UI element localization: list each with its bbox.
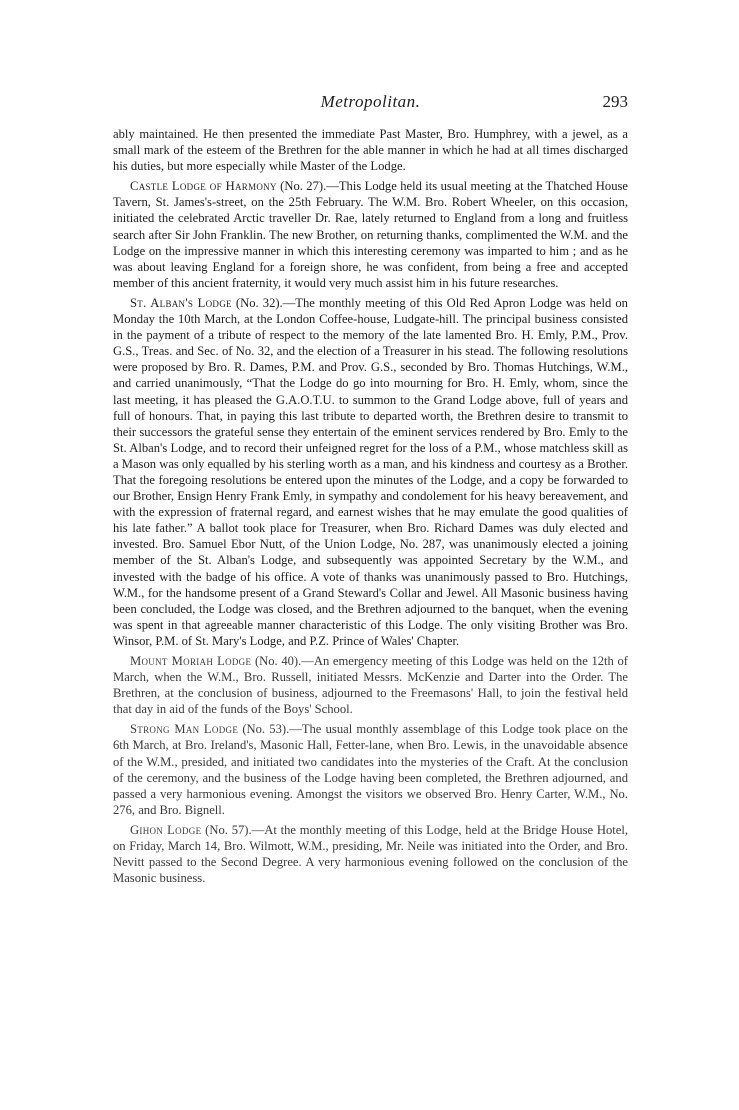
paragraph-st-albans-lodge <box>113 295 628 649</box>
page-number: 293 <box>602 92 628 111</box>
paragraph-text: (No. 27).—This Lodge held its usual meeting at the Thatched House Tavern, St. James's-street, on the 25th February. The W.M. Bro. Robert Wheeler, on this occasion, initiated the celebrated Arctic traveller Dr. Rae, lately returned to England from a long and fruitless search after Sir John Franklin. The new Brother, on returning thanks, complimented the W.M. and the Lodge on the impressive manner in which this interesting ceremony was imparted to him ; and as he was about leaving England for a foreign shore, he was confident, from being a free and accepted member of this ancient fraternity, it would very much assist him in his future researches. <box>113 179 628 290</box>
paragraph-gihon-lodge <box>113 822 628 886</box>
lodge-name: Strong Man Lodge <box>130 722 239 737</box>
lodge-name: Castle Lodge of Harmony <box>130 179 277 194</box>
lodge-name: Gihon Lodge <box>130 822 202 837</box>
paragraph-text: (No. 40).—An emergency meeting of this Lodge was held on the 12th of March, when the W.M., Bro. Russell, initiated Messrs. McKenzie and Darter into the Order. The Brethren, at the conclusion of business, adjourned to the Freemasons' Hall, to join the festival held that day in aid of the funds of the Boys' School. <box>113 654 629 717</box>
document-page <box>113 92 628 886</box>
paragraph-text: (No. 53).—The usual monthly assemblage of this Lodge took place on the 6th March, at Bro. Ireland's, Masonic Hall, Fetter-lane, when Bro. Lewis, in the unavoidable absence of the W.M., presided, and initiated two candidates into the mysteries of the Craft. At the conclusion of the ceremony, and the business of the Lodge having been completed, the Brethren adjourned, and passed a very harmonious evening. Amongst the visitors we observed Bro. Henry Carter, W.M., No. 276, and Bro. Bignell. <box>113 722 628 817</box>
paragraph-castle-lodge <box>113 178 628 291</box>
running-title: Metropolitan. <box>320 92 421 111</box>
paragraph-strong-man-lodge <box>113 721 628 818</box>
paragraph-text: (No. 32).—The monthly meeting of this Old Red Apron Lodge was held on Monday the 10th March, at the London Coffee-house, Ludgate-hill. The principal business consisted in the payment of a tribute of respect to the memory of the late lamented Bro. H. Emly, P.M., Prov. G.S., Treas. and Sec. of No. 32, and the election of a Treasurer in his stead. The following resolutions were proposed by Bro. R. Dames, P.M. and Prov. G.S., seconded by Bro. Thomas Hutchings, W.M., and carried unanimously, “That the Lodge do go into mourning for Bro. H. Emly, whom, since the last meeting, it has pleased the G.A.O.T.U. to summon to the Grand Lodge above, full of years and full of honours. That, in paying this last tribute to departed worth, the Brethren desire to transmit to their successors the grateful sense they entertain of the eminent services rendered by Bro. Emly to the St. Alban's Lodge, and to record their unfeigned regret for the loss of a P.M., whose matchless skill as a Mason was only equalled by his sterling worth as a man, and his kindness and courtesy as a Brother. That the foregoing resolutions be entered upon the minutes of the Lodge, and a copy be forwarded to our Brother, Ensign Henry Frank Emly, in sympathy and condolement for his heavy bereavement, and with the expression of fraternal regard, and earnest wishes that he may emulate the good qualities of his late father.” A ballot took place for Treasurer, when Bro. Richard Dames was duly elected and invested. Bro. Samuel Ebor Nutt, of the Union Lodge, No. 287, was unanimously elected a joining member of the St. Alban's Lodge, and subsequently was appointed Secretary by the W.M., and invested with the badge of his office. A vote of thanks was unanimously passed to Bro. Hutchings, W.M., for the handsome present of a Grand Steward's Collar and Jewel. All Masonic business having been concluded, the Lodge was closed, and the Brethren adjourned to the banquet, when the evening was spent in that agreeable manner characteristic of this Lodge. The only visiting Brother was Bro. Winsor, P.M. of St. Mary's Lodge, and P.Z. Prince of Wales' Chapter. <box>113 295 628 648</box>
paragraph-text: (No. 57).—At the monthly meeting of this Lodge, held at the Bridge House Hotel, on Friday, March 14, Bro. Wilmott, W.M., presiding, Mr. Neile was initiated into the Order, and Bro. Nevitt passed to the Second Degree. A very harmonious evening followed on the conclusion of the Masonic business. <box>113 822 628 886</box>
paragraph-continuation <box>113 126 628 174</box>
lodge-name: St. Alban's Lodge <box>130 295 232 310</box>
paragraph-mount-moriah-lodge <box>113 653 628 717</box>
page-header <box>113 92 628 126</box>
paragraph-text: ably maintained. He then presented the immediate Past Master, Bro. Humphrey, with a jewel, as a small mark of the esteem of the Brethren for the able manner in which he had at all times discharged his duties, but more especially while Master of the Lodge. <box>113 127 628 174</box>
lodge-name: Mount Moriah Lodge <box>130 654 252 668</box>
